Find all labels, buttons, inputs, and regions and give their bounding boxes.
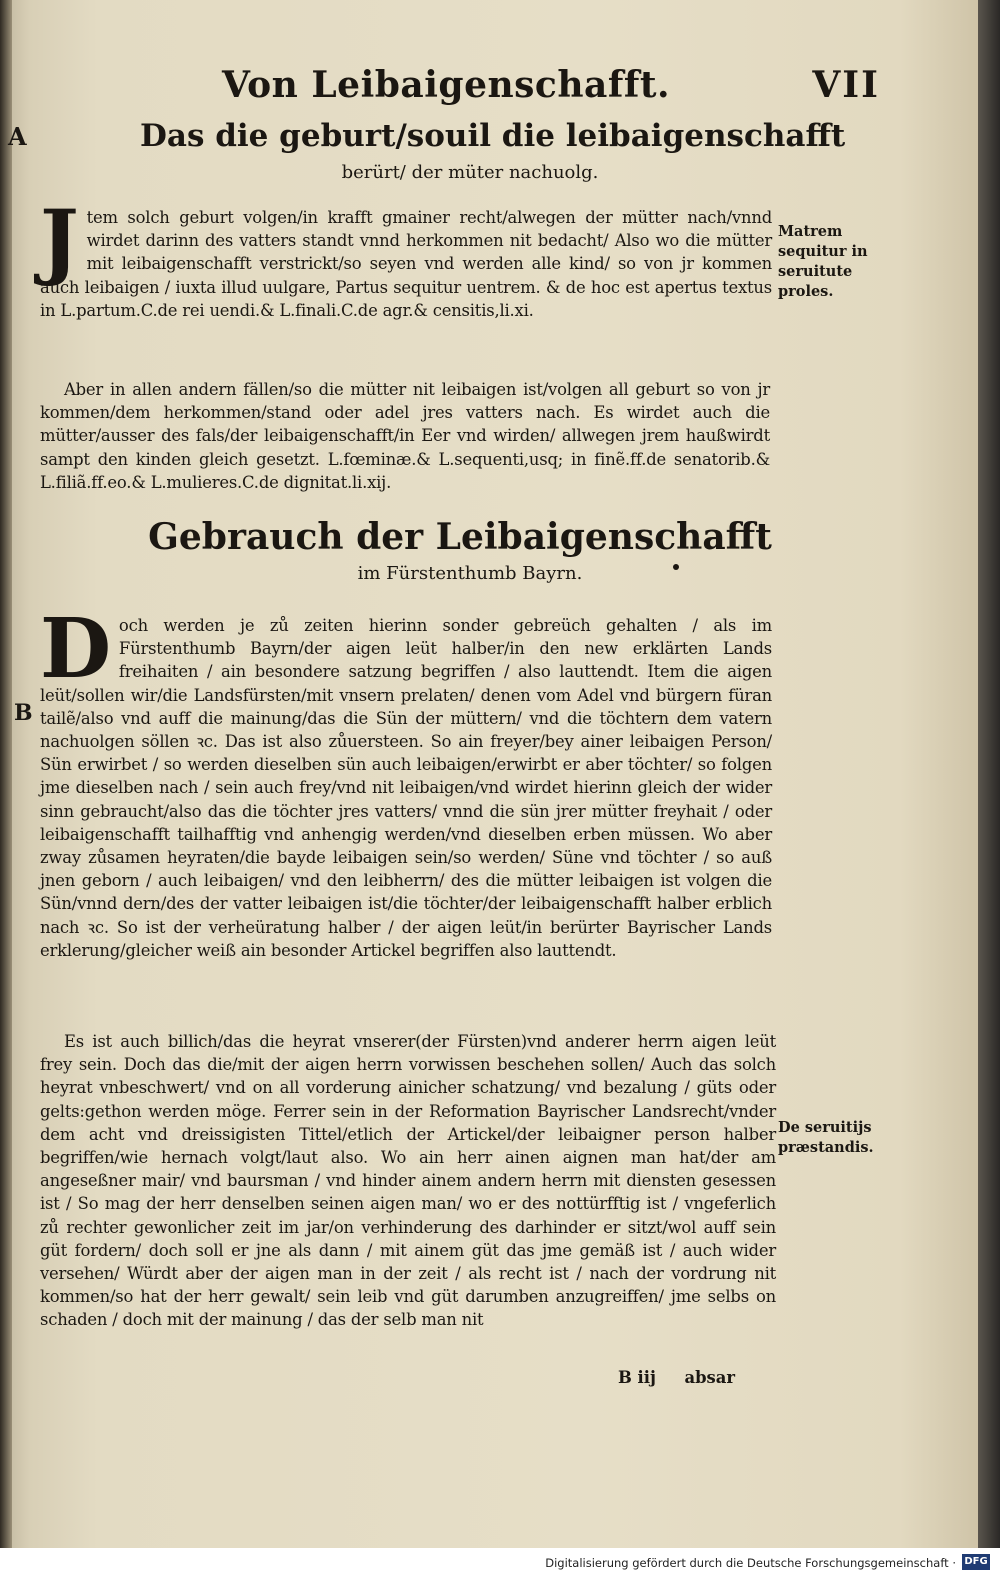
section2-paragraph-1-text: och werden je zů zeiten hierinn sonder gebreüch gehalten / als im Fürstenthumb Bayrn/der aigen leüt halber/in den new erklärten Lands freihaiten / ain besondere satzung begriffen / also lauttendt. Item die aigen leüt/sollen wir/die Landsfürsten/mit vnsern prelaten/ denen vom Adel vnd bürgern füran tailẽ/also vnd auff die mainung/das die Sün der müttern/ vnd die töchtern dem vatern nachuolgen söllen ꝛc. Das ist also zůuersteen. So ain freyer/bey ainer leibaigen Person/ Sün erwirbet / so werden dieselben sün auch leibaigen/erwirbt er aber töchter/ so folgen jme dieselben nach / sein auch frey/vnd nit leibaigen/vnd wirdet hierinn gleich der wider sinn gebraucht/also das die töchter jres vatters/ vnnd die sün jrer mütter freyhait / oder leibaigenschafft tailhafftig vnd anhengig werden/vnd dieselben erben müssen. Wo aber zway zůsamen heyraten/die bayde leibaigen sein/so werden/ Süne vnd töchter / so auß jnen geborn / auch leibaigen/ vnd den leibherrn/ des die mütter leibaigen ist volgen die Sün/vnnd dern/des der vatter leibaigen ist/die töchter/der leibaigenschafft halber erblich nach ꝛc. So ist der verheüratung halber / der aigen leüt/in berürter Bayrischer Lands erklerung/gleicher weiß ain besonder Artickel begriffen also lauttendt.: [40, 616, 772, 960]
folio-number: VII: [812, 64, 880, 106]
running-head: Von Leibaigenschafft.: [222, 64, 670, 106]
ink-dot: [673, 564, 679, 570]
section1-subheading: berürt/ der müter nachuolg.: [341, 162, 599, 183]
margin-mark-b: B: [14, 700, 33, 726]
section2-dropcap: D: [40, 601, 111, 697]
section1-paragraph-1: [40, 193, 772, 322]
section1-paragraph-1-text: tem solch geburt volgen/in krafft gmainer recht/alwegen der mütter nach/vnnd wirdet darinn des vatters standt vnnd herkommen nit bedacht/ Also wo die mütter mit leibaigenschafft verstrickt/so seyen vnd werden alle kind/ so von jr kommen auch leibaigen / iuxta illud uulgare, Partus sequitur uentrem. & de hoc est apertus textus in L.partum.C.de rei uendi.& L.finali.C.de agr.& censitis,li.xi.: [40, 208, 772, 320]
scan-footer: [0, 1548, 1000, 1580]
section1-paragraph-2-text: Aber in allen andern fällen/so die mütter nit leibaigen ist/volgen all geburt so von jr kommen/dem herkommen/stand oder adel jres vatters nach. Es wirdet auch die mütter/ausser des fals/der leibaigenschafft/in Eer vnd wirden/ allwegen jrem haußwirdt sampt den kinden gleich gesetzt. L.fœminæ.& L.sequenti,usq; in finẽ.ff.de senatorib.& L.filiã.ff.eo.& L.mulieres.C.de dignitat.li.xij.: [40, 380, 770, 492]
signature-and-catchword: B iij absar: [618, 1368, 736, 1387]
page-gutter-shadow: [0, 0, 12, 1548]
section1-heading: Das die geburt/souil die leibaigenschafft: [140, 118, 846, 154]
margin-note-2: De seruitijs præstandis.: [778, 1119, 874, 1156]
section1-paragraph-2: [40, 378, 770, 494]
margin-note-1: Matrem sequitur in seruitute proles.: [778, 223, 868, 300]
scan-edge: [978, 0, 1000, 1548]
section2-paragraph-2: [40, 1030, 776, 1332]
section2-paragraph-1: [40, 601, 772, 962]
section1-dropcap: J: [40, 193, 79, 289]
section2-heading: Gebrauch der Leibaigenschafft: [148, 516, 772, 558]
dfg-logo: DFG: [962, 1554, 990, 1570]
funding-notice: Digitalisierung gefördert durch die Deutsche Forschungsgemeinschaft ·: [545, 1556, 956, 1570]
section2-subheading: im Fürstenthumb Bayrn.: [357, 563, 583, 584]
margin-mark-a: A: [8, 122, 27, 151]
section2-paragraph-2-text: Es ist auch billich/das die heyrat vnserer(der Fürsten)vnd anderer herrn aigen leüt frey sein. Doch das die/mit der aigen herrn vorwissen beschehen sollen/ Auch das solch heyrat vnbeschwert/ vnd on all vorderung ainicher schatzung/ vnd bezalung / güts oder gelts:gethon werden möge. Ferrer sein in der Reformation Bayrischer Landsrecht/vnder dem acht vnd dreissigisten Tittel/etlich der Artickel/der leibaigner person halber begriffen/wie hernach volgt/laut also. Wo ain herr ainen aignen man hat/der am angeseßner mair/ vnd baursman / vnd hinder ainem andern herrn mit diensten gesessen ist / So mag der herr denselben seinen aigen man/ wo er des nottürfftig ist / vngeferlich zů rechter gewonlicher zeit im jar/on verhinderung des darhinder er sitzt/wol auff sein güt fordern/ doch soll er jne als dann / mit ainem güt das jme gemäß ist / auch wider versehen/ Würdt aber der aigen man in der zeit / als recht ist / nach der vordrung nit kommen/so hat der herr gewalt/ sein leib vnd güt darumben anzugreiffen/ jme selbs on schaden / doch mit der mainung / das der selb man nit: [40, 1032, 776, 1330]
